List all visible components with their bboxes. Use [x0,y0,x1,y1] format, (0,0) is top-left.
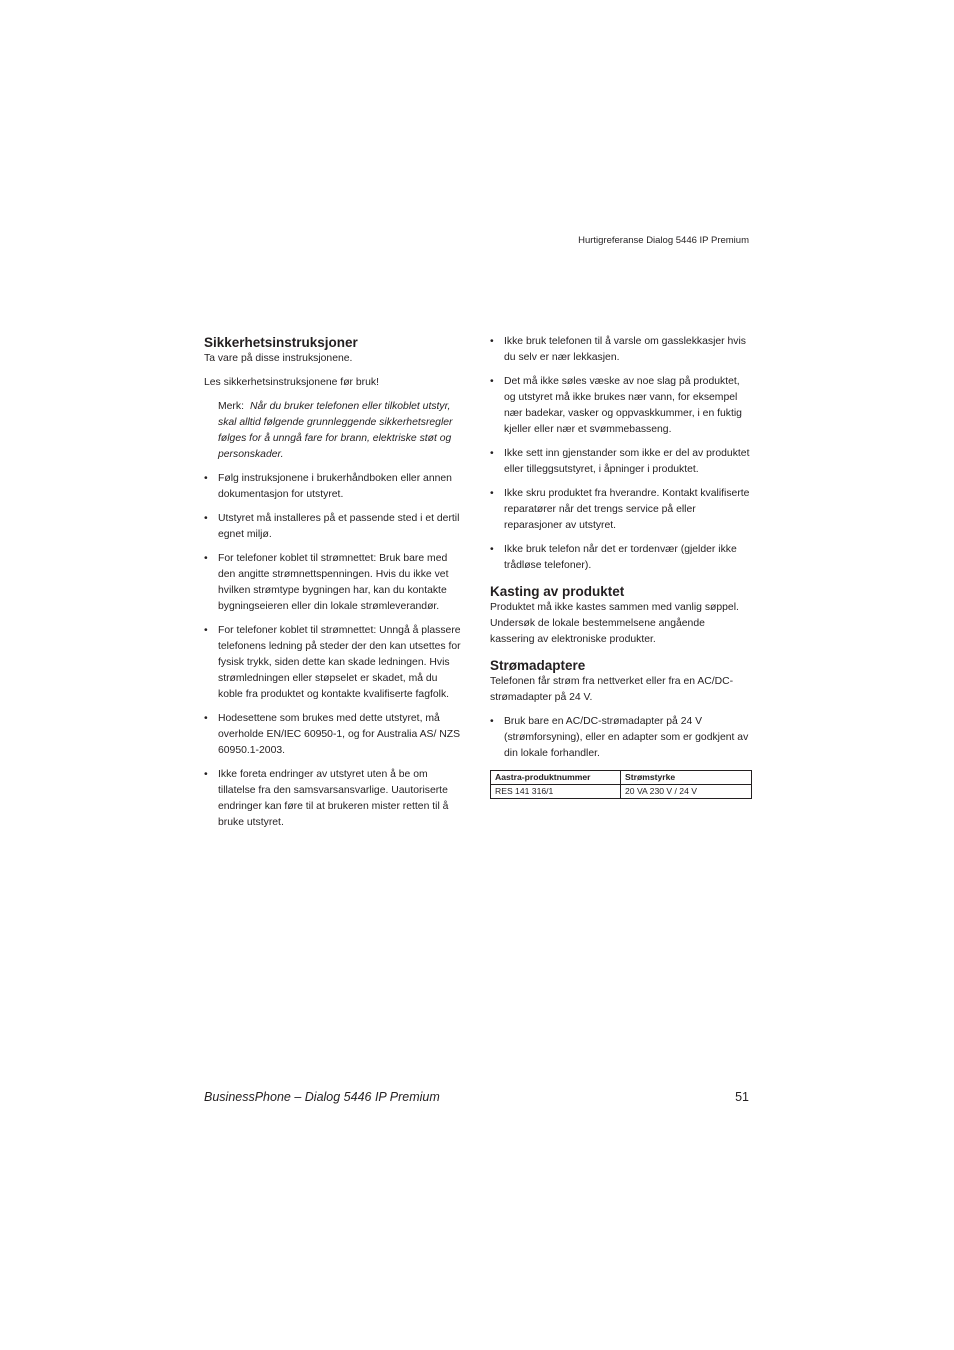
list-item: • Ikke bruk telefonen til å varsle om gasslekkasjer hvis du selv er nær lekkasjen. [490,334,752,366]
note-label: Merk: [218,401,244,412]
adapter-heading: Strømadaptere [490,658,586,673]
list-item: • Følg instruksjonene i brukerhåndboken eller annen dokumentasjon for utstyret. [204,471,462,503]
safety-heading: Sikkerhetsinstruksjoner [204,335,358,350]
adapter-text: Telefonen får strøm fra nettverket eller fra en AC/DC-strømadapter på 24 V. [490,676,734,703]
disposal-heading: Kasting av produktet [490,584,625,599]
list-item: • For telefoner koblet til strømnettet: Bruk bare med den angitte strømnettspenningen. Hvis du ikke vet hvilken strømtype bygningen har, kan du kontakte bygningseieren eller din lokale strømleverandør. [204,551,462,615]
safety-list-left [204,471,462,831]
footer-title: BusinessPhone – Dialog 5446 IP Premium [204,1090,440,1104]
list-item: • Ikke skru produktet fra hverandre. Kontakt kvalifiserte reparatører når det trengs service på eller reparasjoner av utstyret. [490,486,752,534]
list-item: • Ikke sett inn gjenstander som ikke er del av produktet eller tilleggsutstyret, i åpninger i produktet. [490,446,752,478]
list-item: • Hodesettene som brukes med dette utstyret, må overholde EN/IEC 60950-1, og for Australia AS/ NZS 60950.1-2003. [204,711,462,759]
list-item: • Bruk bare en AC/DC-strømadapter på 24 V (strømforsyning), eller en adapter som er godkjent av din lokale forhandler. [490,714,752,762]
right-column [490,334,752,799]
note-text: Når du bruker telefonen eller tilkoblet utstyr, skal alltid følgende grunnleggende sikkerhetsregler følges for å unngå fare for brann, elektriske støt og personskader. [218,401,453,460]
adapter-table [490,770,752,799]
intro-text-1: Ta vare på disse instruksjonene. [204,353,353,364]
table-cell: 20 VA 230 V / 24 V [621,785,752,799]
page-number: 51 [735,1090,749,1104]
table-header-cell: Aastra-produktnummer [491,771,621,785]
table-row [491,785,752,799]
left-column [204,334,462,831]
list-item: • Ikke bruk telefon når det er tordenvær (gjelder ikke trådløse telefoner). [490,542,752,574]
note [218,399,462,463]
adapter-list [490,714,752,762]
list-item: • Ikke foreta endringer av utstyret uten å be om tillatelse fra den samsvarsansvarlige. Uautoriserte endringer kan føre til at brukeren mister retten til å bruke utstyret. [204,767,462,831]
running-header: Hurtigreferanse Dialog 5446 IP Premium [578,235,749,246]
list-item: • Det må ikke søles væske av noe slag på produktet, og utstyret må ikke brukes nær vann, for eksempel nær badekar, vasker og oppvaskkummer, i en fuktig kjeller eller nær et svømmebasseng. [490,374,752,438]
intro-text-2: Les sikkerhetsinstruksjonene før bruk! [204,377,379,388]
safety-list-right [490,334,752,574]
table-cell: RES 141 316/1 [491,785,621,799]
table-header-cell: Strømstyrke [621,771,752,785]
disposal-text: Produktet må ikke kastes sammen med vanlig søppel. Undersøk de lokale bestemmelsene angående kassering av elektroniske produkter. [490,602,739,645]
table-header-row [491,771,752,785]
list-item: • Utstyret må installeres på et passende sted i et dertil egnet miljø. [204,511,462,543]
list-item: • For telefoner koblet til strømnettet: Unngå å plassere telefonens ledning på steder der den kan utsettes for fysisk trykk, siden dette kan skade ledningen. Hvis strømledningen eller støpselet er skadet, må du koble fra produktet og kontakte kvalifiserte fagfolk. [204,623,462,703]
